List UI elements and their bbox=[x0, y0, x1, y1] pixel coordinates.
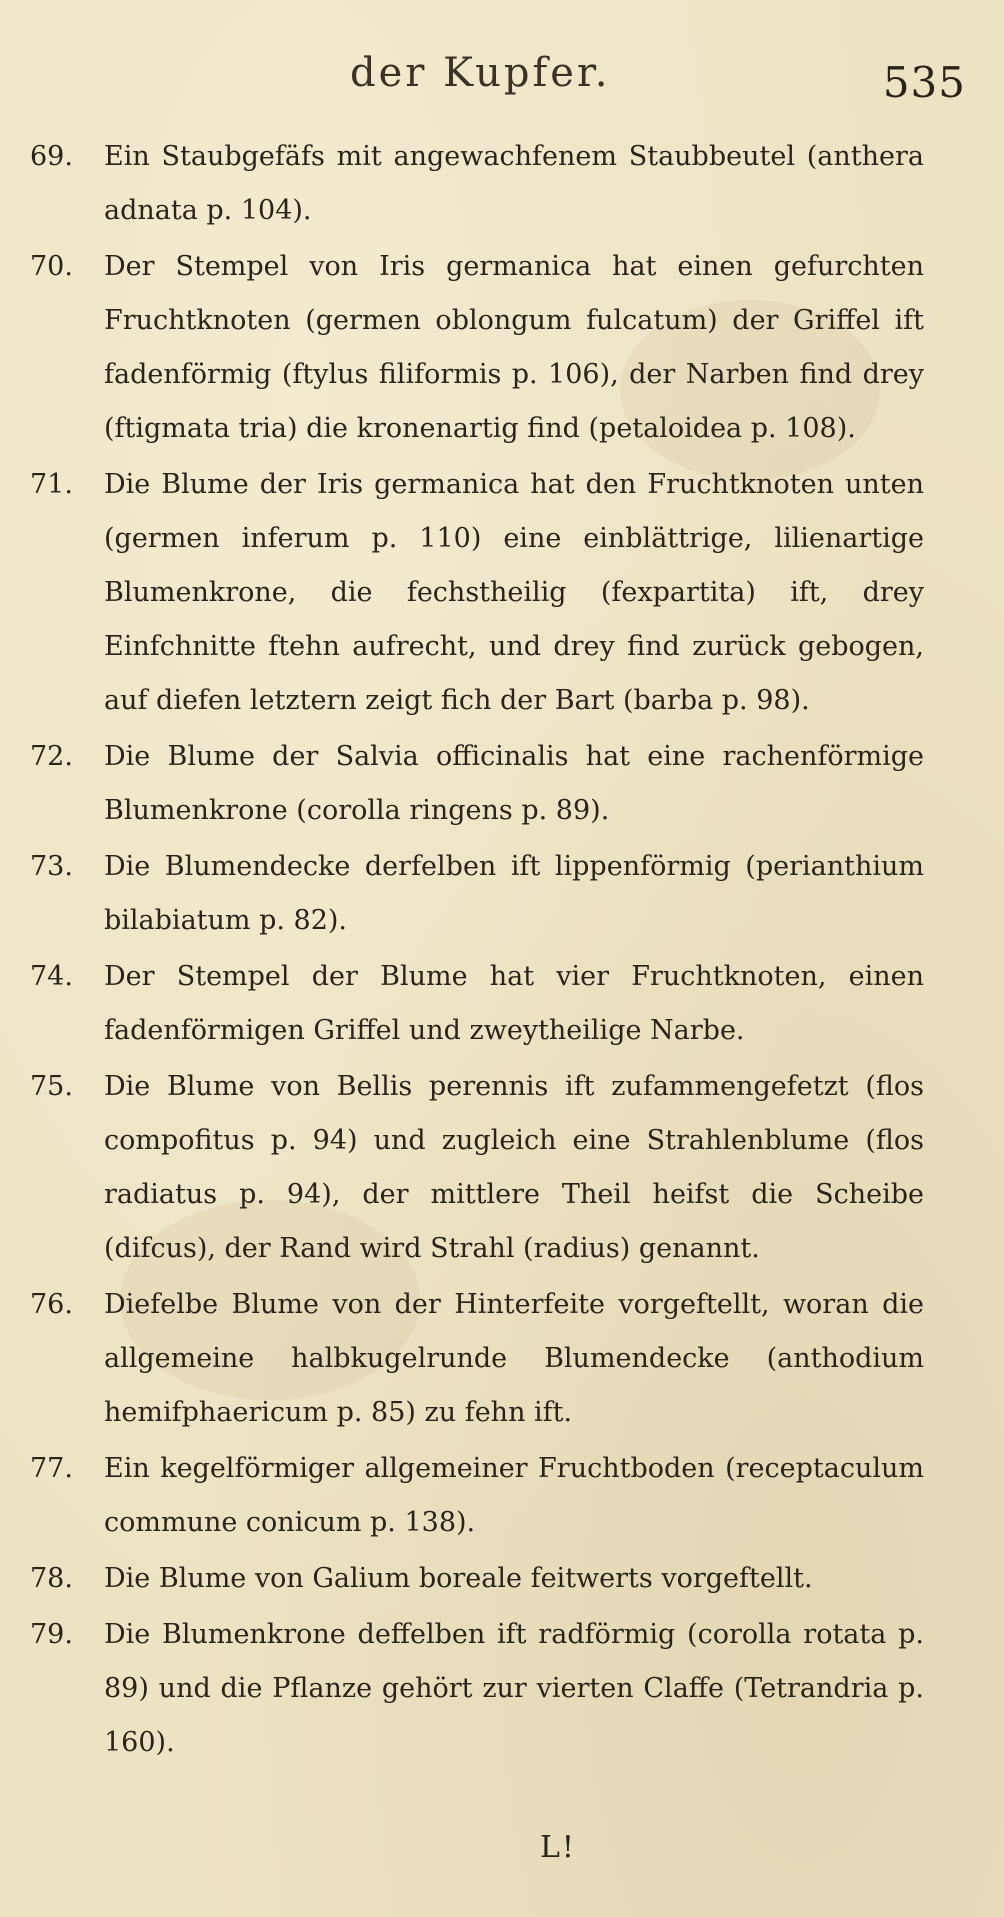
entry-text: Die Blumendecke derfelben ift lippenförmig (perianthium bilabiatum p. 82). bbox=[104, 851, 924, 936]
entry-77 bbox=[0, 1442, 964, 1550]
entry-text: Die Blumenkrone deffelben ift radförmig (corolla rotata p. 89) und die Pflanze gehört zur vierten Claffe (Tetrandria p. 160). bbox=[104, 1619, 924, 1758]
entry-text: Der Stempel der Blume hat vier Fruchtknoten, einen fadenförmigen Griffel und zweytheilige Narbe. bbox=[104, 961, 924, 1046]
entry-69 bbox=[0, 130, 964, 238]
entry-75 bbox=[0, 1060, 964, 1276]
entry-72 bbox=[0, 730, 964, 838]
entry-70 bbox=[0, 240, 964, 456]
entry-71 bbox=[0, 458, 964, 728]
entry-number: 76. bbox=[30, 1289, 73, 1320]
entry-76 bbox=[0, 1278, 964, 1440]
entry-number: 77. bbox=[30, 1453, 73, 1484]
entry-text: Ein Staubgefäfs mit angewachfenem Staubbeutel (anthera adnata p. 104). bbox=[104, 141, 924, 226]
entry-78 bbox=[0, 1552, 964, 1606]
entry-text: Der Stempel von Iris germanica hat einen gefurchten Fruchtknoten (germen oblongum fulcatum) der Griffel ift fadenförmig (ftylus filiformis p. 106), der Narben find drey (ftigmata tria) die kronenartig find (petaloidea p. 108). bbox=[104, 251, 924, 444]
entry-text: Diefelbe Blume von der Hinterfeite vorgeftellt, woran die allgemeine halbkugelrunde Blumendecke (anthodium hemifphaericum p. 85) zu fehn ift. bbox=[104, 1289, 924, 1428]
entry-number: 71. bbox=[30, 469, 73, 500]
entry-text: Die Blume der Salvia officinalis hat eine rachenförmige Blumenkrone (corolla ringens p. 89). bbox=[104, 741, 924, 826]
entry-number: 69. bbox=[30, 141, 73, 172]
page-number: 535 bbox=[882, 58, 966, 107]
entry-text: Ein kegelförmiger allgemeiner Fruchtboden (receptaculum commune conicum p. 138). bbox=[104, 1453, 924, 1538]
figure-explanation-list bbox=[0, 130, 1004, 1772]
page-header bbox=[0, 50, 1004, 110]
entry-text: Die Blume von Bellis perennis ift zufammengefetzt (flos compofitus p. 94) und zugleich eine Strahlenblume (flos radiatus p. 94), der mittlere Theil heifst die Scheibe (difcus), der Rand wird Strahl (radius) genannt. bbox=[104, 1071, 924, 1264]
entry-number: 75. bbox=[30, 1071, 73, 1102]
running-title: der Kupfer. bbox=[350, 50, 611, 96]
entry-number: 73. bbox=[30, 851, 73, 882]
entry-number: 74. bbox=[30, 961, 73, 992]
entry-number: 70. bbox=[30, 251, 73, 282]
entry-74 bbox=[0, 950, 964, 1058]
signature-mark: L! bbox=[540, 1830, 576, 1865]
entry-text: Die Blume von Galium boreale feitwerts vorgeftellt. bbox=[104, 1563, 813, 1594]
entry-number: 78. bbox=[30, 1563, 73, 1594]
entry-79 bbox=[0, 1608, 964, 1770]
entry-text: Die Blume der Iris germanica hat den Fruchtknoten unten (germen inferum p. 110) eine einblättrige, lilienartige Blumenkrone, die fechstheilig (fexpartita) ift, drey Einfchnitte ftehn aufrecht, und drey find zurück gebogen, auf diefen letztern zeigt fich der Bart (barba p. 98). bbox=[104, 469, 924, 716]
entry-number: 79. bbox=[30, 1619, 73, 1650]
entry-number: 72. bbox=[30, 741, 73, 772]
entry-73 bbox=[0, 840, 964, 948]
